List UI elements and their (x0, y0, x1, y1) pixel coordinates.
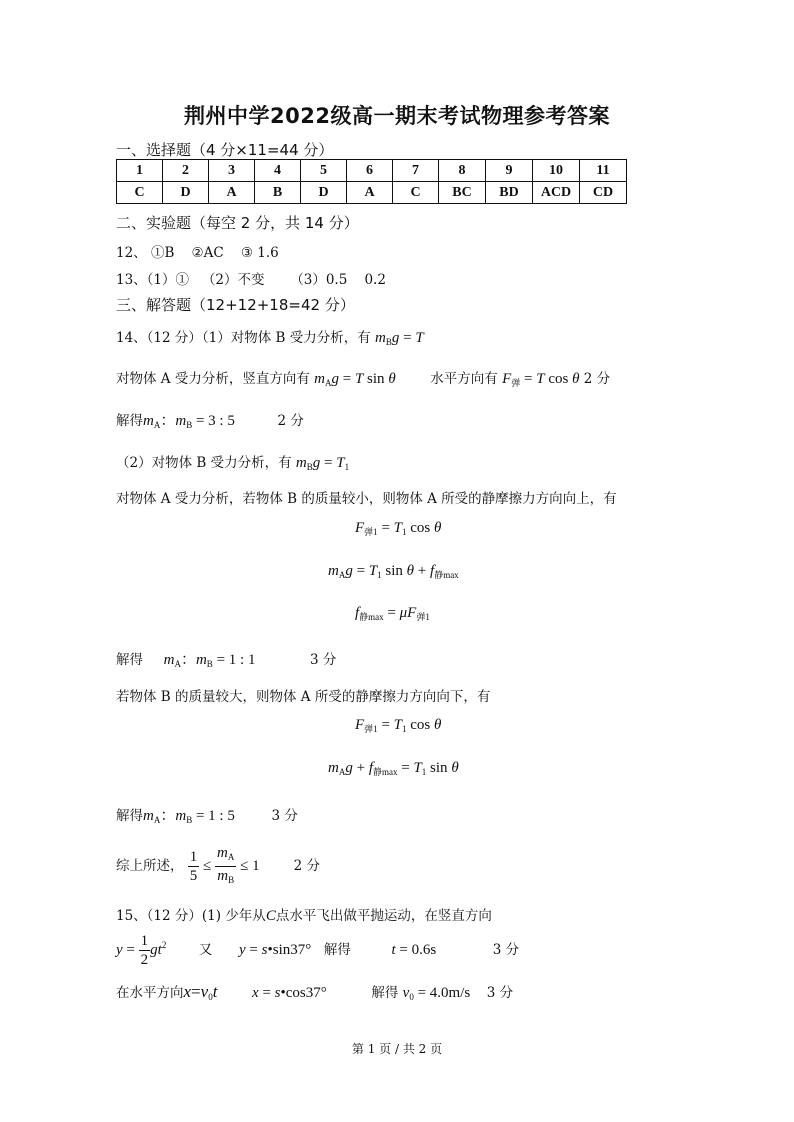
q14-line2-text: 对物体 A 受力分析，竖直方向有 (116, 371, 310, 387)
question-number: 11 (580, 160, 627, 182)
equation: y = $\frac{1}{2}$ $gt^2$ (116, 933, 167, 968)
answer-cell: BC (439, 182, 486, 204)
answer-cell: D (163, 182, 209, 204)
q14-line4 (116, 451, 349, 472)
equation: $v_0 = 4.0m/s$ (402, 985, 471, 1002)
equation: $m_Ag = T$ sin θ (314, 371, 396, 388)
answer-cell: C (393, 182, 439, 204)
q14-line2-text-b: 水平方向有 (430, 371, 498, 387)
page-title: 荆州中学2022级高一期末考试物理参考答案 (184, 104, 610, 128)
equation: t = 0.6s (391, 941, 437, 958)
point-label: C (265, 908, 276, 924)
answer-cell: CD (580, 182, 627, 204)
equation: $F_弹 = T$ cos θ (502, 371, 580, 388)
q15-line3-text-b: 解得 (371, 985, 399, 1001)
equation: $f_{静max} = \mu F_{弹1}$ (355, 605, 430, 622)
answer-cell: ACD (533, 182, 580, 204)
q14-line1 (116, 326, 424, 347)
equation: $F_{弹1} = T_1$ cos θ (355, 520, 442, 537)
q14-line4-text: （2）对物体 B 受力分析，有 (116, 455, 292, 471)
answer-letter-row (117, 182, 627, 204)
q15-line3-text: 在水平方向 (116, 985, 184, 1001)
question-number: 6 (347, 160, 393, 182)
equation: $m_Ag + f_{静max} = T_1$ sin θ (328, 760, 459, 777)
section1-heading: 一、选择题（4 分×11=44 分） (116, 141, 334, 159)
question-number: 4 (255, 160, 301, 182)
equation: y = s•sin37° (239, 941, 312, 958)
equation: $m_Ag = T_1$ $\sin \theta + f_{静max}$ (328, 563, 459, 580)
answer-q13: 13、（1）① （2）不变 （3）0.5 0.2 (116, 272, 386, 288)
answer-cell: A (347, 182, 393, 204)
q14-line8 (116, 804, 298, 825)
q14-line3 (116, 409, 304, 430)
question-number: 8 (439, 160, 486, 182)
q15-line1-text: 15、（12 分）(1) 少年从 (116, 908, 266, 924)
q14-line9 (116, 844, 320, 889)
answer-cell: A (209, 182, 255, 204)
question-number: 5 (301, 160, 347, 182)
equation: x = s•cos37° (252, 985, 327, 1001)
inequality: $\frac{1}{5}$ ≤ $\frac{m_A}{m_B}$ ≤ 1 (189, 845, 264, 885)
page-footer: 第 1 页 / 共 2 页 (351, 1042, 443, 1056)
q14-line6 (116, 648, 336, 669)
equation: $m_Bg = T$ (375, 330, 424, 347)
q15-line2 (116, 932, 519, 969)
q14-line3-text: 解得 (116, 413, 143, 429)
answer-q12: 12、 ①B ②AC ③ 1.6 (116, 245, 279, 261)
answer-cell: BD (486, 182, 533, 204)
question-number: 2 (163, 160, 209, 182)
answer-table (116, 159, 627, 204)
score: 3 分 (492, 941, 520, 958)
question-number: 1 (117, 160, 163, 182)
equation: $x=v_0t$ (183, 982, 218, 1002)
equation: $m_A$：$m_B = 1$ : 1 (163, 652, 256, 669)
q15-line2-text: 又 (198, 941, 213, 958)
answer-cell: D (301, 182, 347, 204)
score: 3 分 (271, 808, 298, 824)
score: 2 分 (293, 857, 321, 874)
q14-line7: 若物体 B 的质量较大，则物体 A 所受的静摩擦力方向向下，有 (116, 689, 491, 705)
score: 2 分 (583, 371, 611, 387)
q15-line3 (116, 981, 513, 1002)
q14-line9-text: 综上所述， (116, 857, 184, 874)
equation: $m_Bg = T_1$ (295, 455, 350, 472)
section2-heading: 二、实验题（每空 2 分，共 14 分） (116, 214, 359, 232)
answer-number-row (117, 160, 627, 182)
question-number: 9 (486, 160, 533, 182)
q14-line5: 对物体 A 受力分析，若物体 B 的质量较小，则物体 A 所受的静摩擦力方向向上，有 (116, 491, 617, 507)
q14-line6-text: 解得 (116, 652, 143, 668)
score: 3 分 (310, 652, 337, 668)
answer-cell: C (117, 182, 163, 204)
equation: $m_A$：$m_B = 1$ : 5 (143, 808, 235, 825)
equation: $F_{弹1} = T_1$ cos θ (355, 717, 442, 734)
q15-line2-text-b: 解得 (323, 941, 351, 958)
answer-cell: B (255, 182, 301, 204)
q15-line1 (116, 904, 492, 925)
section3-heading: 三、解答题（12+12+18=42 分） (116, 296, 355, 314)
equation: $m_A$：$m_B = 3$ : 5 (143, 413, 235, 430)
q14-line1-text: 14、（12 分）（1）对物体 B 受力分析，有 (116, 330, 371, 346)
q15-line1-text-b: 点水平飞出做平抛运动，在竖直方向 (275, 908, 492, 924)
question-number: 7 (393, 160, 439, 182)
question-number: 10 (533, 160, 580, 182)
question-number: 3 (209, 160, 255, 182)
score: 2 分 (277, 413, 304, 429)
score: 3 分 (486, 985, 514, 1001)
q14-line8-text: 解得 (116, 808, 143, 824)
q14-line2 (116, 367, 610, 389)
